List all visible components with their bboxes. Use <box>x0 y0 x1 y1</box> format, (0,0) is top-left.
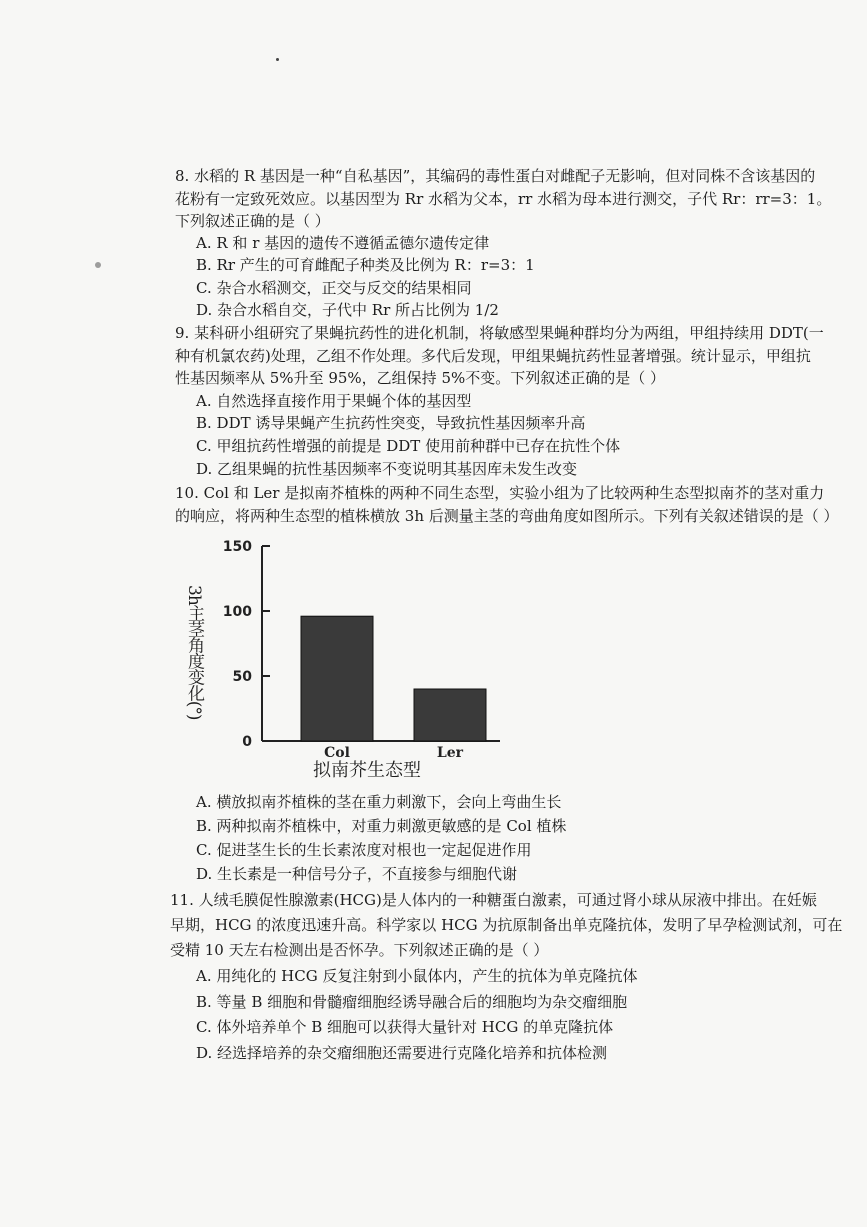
question-9-line: 种有机氯农药)处理，乙组不作处理。多代后发现，甲组果蝇抗药性显著增强。统计显示，甲组抗 <box>175 347 811 365</box>
option-d[interactable]: D. 生长素是一种信号分子，不直接参与细胞代谢 <box>196 865 518 883</box>
option-b[interactable]: B. Rr 产生的可育雌配子种类及比例为 R：r=3：1 <box>196 256 535 274</box>
scan-speck <box>276 58 279 61</box>
option-d[interactable]: D. 杂合水稻自交，子代中 Rr 所占比例为 1/2 <box>196 301 499 319</box>
question-11-line: 11. 人绒毛膜促性腺激素(HCG)是人体内的一种糖蛋白激素，可通过肾小球从尿液中排出。在妊娠 <box>170 891 817 909</box>
y-tick-label: 100 <box>222 604 252 620</box>
chart-y-label: 3h主茎角度变化(°) <box>184 585 204 720</box>
option-c[interactable]: C. 促进茎生长的生长素浓度对根也一定起促进作用 <box>196 841 532 859</box>
x-tick-label: Col <box>324 745 350 761</box>
option-c[interactable]: C. 体外培养单个 B 细胞可以获得大量针对 HCG 的单克隆抗体 <box>196 1018 614 1036</box>
question-11-line: 受精 10 天左右检测出是否怀孕。下列叙述正确的是（ ） <box>170 941 549 959</box>
y-tick-label: 0 <box>242 734 252 750</box>
option-b[interactable]: B. 两种拟南芥植株中，对重力刺激更敏感的是 Col 植株 <box>196 817 567 835</box>
option-a[interactable]: A. 自然选择直接作用于果蝇个体的基因型 <box>196 392 472 410</box>
option-b[interactable]: B. 等量 B 细胞和骨髓瘤细胞经诱导融合后的细胞均为杂交瘤细胞 <box>196 993 628 1011</box>
question-10-line: 的响应，将两种生态型的植株横放 3h 后测量主茎的弯曲角度如图所示。下列有关叙述错误的是（ ） <box>175 507 839 525</box>
bar-col <box>301 616 373 741</box>
option-a[interactable]: A. 横放拟南芥植株的茎在重力刺激下，会向上弯曲生长 <box>196 793 562 811</box>
question-11-line: 早期，HCG 的浓度迅速升高。科学家以 HCG 为抗原制备出单克隆抗体，发明了早孕检测试剂，可在 <box>170 916 843 934</box>
bar-ler <box>414 689 486 741</box>
question-8-line: 8. 水稻的 R 基因是一种“自私基因”，其编码的毒性蛋白对雌配子无影响，但对同株不含该基因的 <box>175 167 816 185</box>
question-8-line: 下列叙述正确的是（ ） <box>175 212 330 230</box>
question-8-line: 花粉有一定致死效应。以基因型为 Rr 水稻为父本，rr 水稻为母本进行测交，子代 Rr：rr=3：1。 <box>175 190 832 208</box>
question-9-line: 性基因频率从 5%升至 95%，乙组保持 5%不变。下列叙述正确的是（ ） <box>175 369 666 387</box>
option-b[interactable]: B. DDT 诱导果蝇产生抗药性突变，导致抗性基因频率升高 <box>196 414 586 432</box>
option-d[interactable]: D. 乙组果蝇的抗性基因频率不变说明其基因库未发生改变 <box>196 460 578 478</box>
option-c[interactable]: C. 杂合水稻测交，正交与反交的结果相同 <box>196 279 472 297</box>
option-d[interactable]: D. 经选择培养的杂交瘤细胞还需要进行克隆化培养和抗体检测 <box>196 1044 608 1062</box>
option-a[interactable]: A. 用纯化的 HCG 反复注射到小鼠体内，产生的抗体为单克隆抗体 <box>196 967 638 985</box>
question-10-line: 10. Col 和 Ler 是拟南芥植株的两种不同生态型，实验小组为了比较两种生态型拟南芥的茎对重力 <box>175 484 825 502</box>
scan-speck <box>95 262 101 268</box>
y-tick-label: 50 <box>232 669 252 685</box>
x-tick-label: Ler <box>436 745 464 761</box>
question-9-line: 9. 某科研小组研究了果蝇抗药性的进化机制，将敏感型果蝇种群均分为两组，甲组持续用 DDT(一 <box>175 324 824 342</box>
bar-chart-svg <box>170 536 510 786</box>
bar-chart <box>170 536 510 786</box>
y-tick-label: 150 <box>222 539 252 555</box>
chart-x-label: 拟南芥生态型 <box>313 760 421 781</box>
option-c[interactable]: C. 甲组抗药性增强的前提是 DDT 使用前种群中已存在抗性个体 <box>196 437 621 455</box>
option-a[interactable]: A. R 和 r 基因的遗传不遵循孟德尔遗传定律 <box>196 234 490 252</box>
